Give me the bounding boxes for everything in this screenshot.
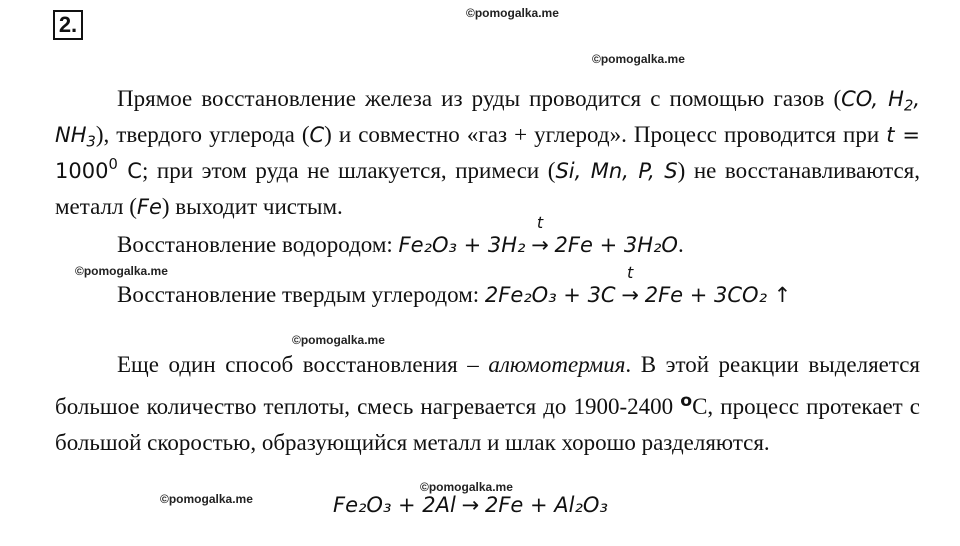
term-aluminothermy: алюмотермия <box>488 352 626 377</box>
equation-aluminothermy: Fe₂O₃ + 2Al → 2Fe + Al₂O₃ <box>333 493 608 517</box>
watermark: ©pomogalka.me <box>420 480 513 494</box>
metal-symbol: Fe <box>136 195 162 219</box>
equation-carbon-reduction: Восстановление твердым углеродом: 2Fe₂O₃ + 3C t → 2Fe + 3CO₂ ↑ <box>117 263 792 307</box>
temperature: $t = 1000^0$ C <box>55 123 920 183</box>
equation-hydrogen-reduction: Восстановление водородом: Fe₂O₃ + 3H₂ t → 2Fe + 3H₂O. <box>117 213 684 257</box>
watermark: ©pomogalka.me <box>75 264 168 278</box>
paragraph-aluminothermy: Еще один способ восстановления – алюмотермия. В этой реакции выделяется большое количество теплоты, смесь нагревается до 1900-2400 $^o$C, процесс протекает с большой скоростью, образующийся металл и шлак хорошо разделяются. <box>55 352 920 455</box>
task-number: 2. <box>53 10 83 40</box>
carbon-symbol: C <box>309 123 325 147</box>
watermark: ©pomogalka.me <box>160 492 253 506</box>
watermark: ©pomogalka.me <box>292 333 385 347</box>
degree-sign: o <box>680 391 693 411</box>
watermark: ©pomogalka.me <box>466 6 559 20</box>
impurities-formulas: Si, Mn, P, S <box>555 159 678 183</box>
paragraph-direct-reduction: Прямое восстановление железа из руды проводится с помощью газов (CO, $H_2$, $NH_3$), твердого углерода (C) и совместно «газ + углерод». Процесс проводится при $t = 1000^0$ C; при этом руда не шлакуется, примеси (Si, Mn, P, S) не восстанавливаются, металл (Fe) выходит чистым. <box>55 86 921 219</box>
reaction-arrow: → <box>461 493 480 517</box>
reaction-arrow: t → <box>621 263 639 307</box>
gas-formulas: CO, $H_2$, $NH_3$ <box>55 87 920 151</box>
reaction-arrow: t → <box>531 213 549 257</box>
watermark: ©pomogalka.me <box>592 52 685 66</box>
